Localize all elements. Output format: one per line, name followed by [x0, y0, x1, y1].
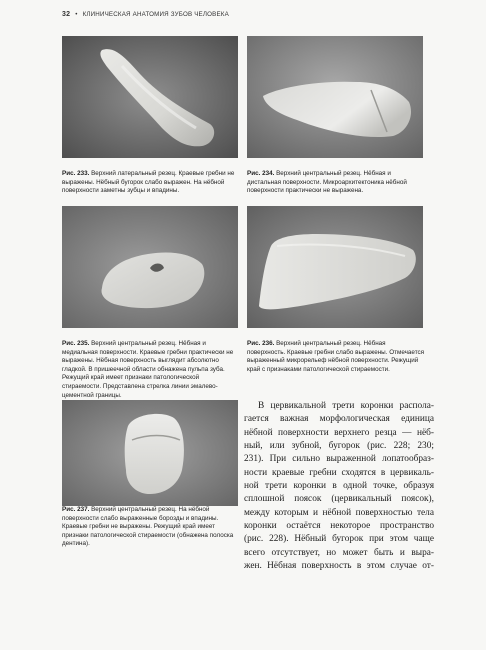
- body-line: ности краевые гребни сходятся в цервикаль-: [244, 467, 434, 478]
- figure-233-label: Рис. 233.: [62, 170, 90, 177]
- body-line: сплошной поясок (цервикальный поясок),: [244, 494, 434, 505]
- body-line: между которым и нёбной поверхностью тела: [244, 507, 434, 518]
- body-line: (рис. 228). Нёбный бугорок при этом чаще: [244, 534, 434, 545]
- figure-236-label: Рис. 236.: [247, 340, 275, 347]
- figure-234-label: Рис. 234.: [247, 170, 275, 177]
- figure-237-text: Верхний центральный резец. На нёбной поверхности слабо выраженные борозды и впадины. Краевые гребни не выражены. Режущий край имеет признаки патологической стираемости (обнажена полоска дентина).: [62, 506, 234, 548]
- figure-234-photo: [247, 36, 423, 158]
- figure-233-photo: [62, 36, 238, 158]
- body-line: коронки остаётся некоторое пространство: [244, 521, 434, 532]
- page-number: 32: [62, 10, 71, 18]
- figure-237-label: Рис. 237.: [62, 506, 90, 513]
- body-text: [244, 400, 434, 573]
- figure-235-text: Верхний центральный резец. Нёбная и медиальная поверхности. Краевые гребни практически не выражены. Нёбная поверхность выглядит абсолютно гладкой. В пришеечной области обнажена пульпа зуба. Режущий край имеет признаки патологической стираемости. Представлена стрелка линии эмалево-цементной границы.: [62, 340, 234, 399]
- body-line: В цервикальной трети коронки распола-: [258, 401, 434, 411]
- figure-233-text: Верхний латеральный резец. Краевые гребни не выражены. Нёбный бугорок слабо выражен. На нёбной поверхности заметны зубцы и впадины.: [62, 170, 235, 195]
- figure-233-caption: [62, 170, 240, 196]
- body-line: нёбной поверхности верхнего резца — нёб-: [244, 427, 434, 438]
- figure-234-text: Верхний центральный резец. Нёбная и дистальная поверхности. Микроархитектоника нёбной поверхности практически не выражена.: [247, 170, 407, 195]
- body-line: гается важная морфологическая единица: [244, 414, 434, 425]
- body-line: жен. Нёбная поверхность в этом случае от-: [244, 561, 434, 572]
- body-line: всего отсутствует, но может быть и выра-: [244, 547, 434, 558]
- figure-235-label: Рис. 235.: [62, 340, 90, 347]
- figure-236-photo: [247, 206, 423, 328]
- figure-234-caption: [247, 170, 425, 196]
- figure-236-text: Верхний центральный резец. Нёбная поверхность. Краевые гребни слабо выражены. Отмечается выраженный микрорельеф нёбной поверхности. Режущий край с признаками патологической стираемости.: [247, 340, 425, 373]
- figure-237-photo: [62, 400, 238, 506]
- figure-235-caption: [62, 340, 240, 400]
- header-separator: •: [75, 10, 78, 18]
- figure-237-caption: [62, 506, 240, 549]
- running-header: [62, 8, 442, 20]
- body-line: 231). При сильно выраженной лопатообраз-: [244, 454, 434, 465]
- body-line: ный, или зубной, бугорок (рис. 228; 230;: [244, 441, 434, 452]
- figure-236-caption: [247, 340, 425, 374]
- running-title: КЛИНИЧЕСКАЯ АНАТОМИЯ ЗУБОВ ЧЕЛОВЕКА: [82, 10, 229, 18]
- body-line: ной трети коронки в одной точке, образуя: [244, 481, 434, 492]
- figure-235-photo: [62, 206, 238, 328]
